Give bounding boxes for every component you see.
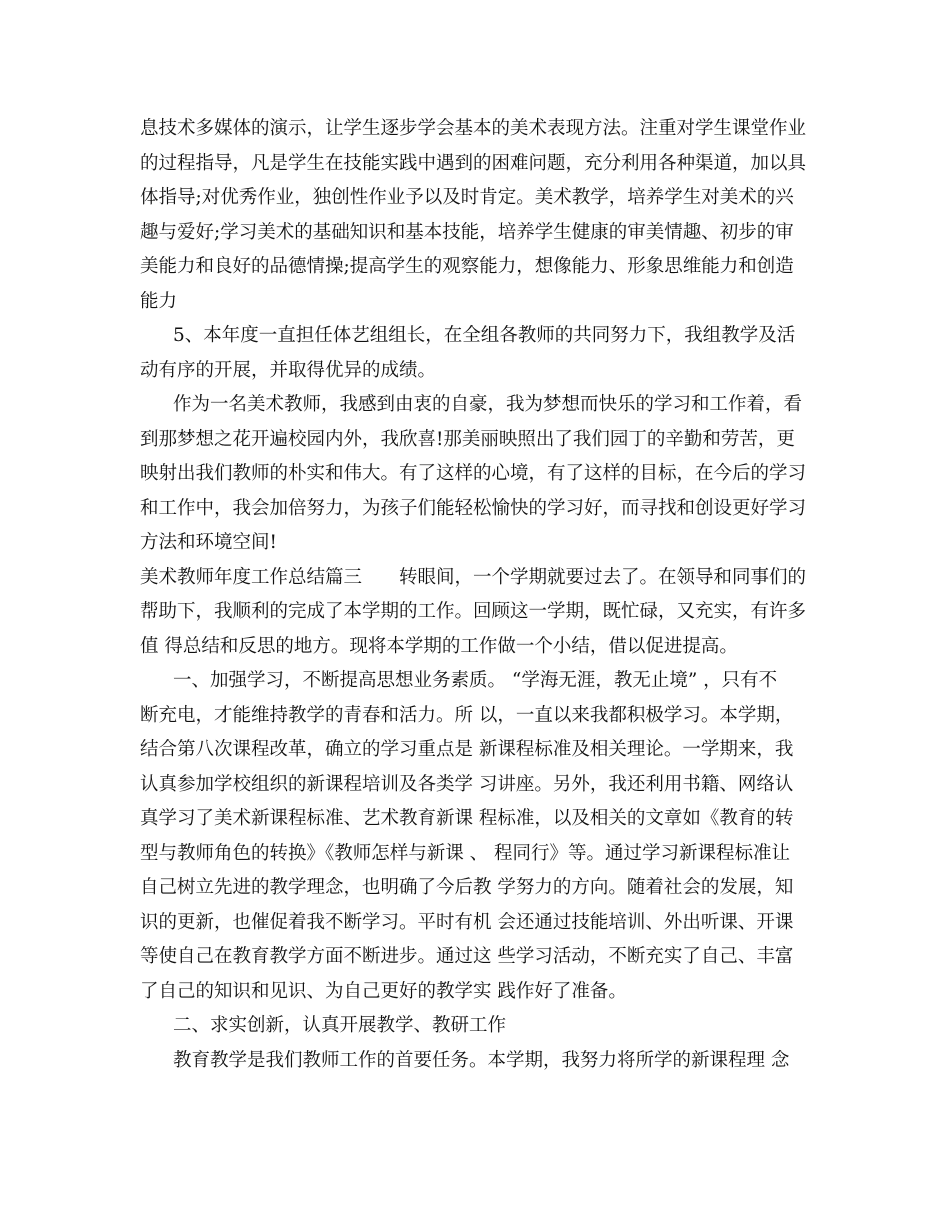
text-line: 趣与爱好;学习美术的基础知识和基本技能，培养学生健康的审美情趣、初步的审 (140, 221, 794, 243)
text-line: 真学习了美术新课程标准、艺术教育新课 程标准，以及相关的文章如《教育的转 (140, 808, 794, 829)
section-heading-line: 美术教师年度工作总结篇三 转眼间，一个学期就要过去了。在领导和同事们的 (140, 566, 807, 588)
text-line: 体指导;对优秀作业，独创性作业予以及时肯定。美术教学，培养学生对美术的兴 (140, 187, 794, 208)
text-line: 一、加强学习，不断提高思想业务素质。 “学海无涯，教无止境” ，只有不 (173, 670, 778, 691)
text-line: 动有序的开展，并取得优异的成绩。 (140, 359, 437, 381)
text-line: 认真参加学校组织的新课程培训及各类学 习讲座。另外，我还利用书籍、网络认 (140, 773, 794, 795)
text-line: 断充电，才能维持教学的青春和活力。所 以，一直以来我都积极学习。本学期， (140, 704, 794, 726)
text-line: 美能力和良好的品德情操;提高学生的观察能力，想像能力、形象思维能力和创造 (140, 256, 794, 277)
text-line: 映射出我们教师的朴实和伟大。有了这样的心境，有了这样的目标，在今后的学习 (140, 463, 807, 484)
text-line: 等使自己在教育教学方面不断进步。通过这 些学习活动，不断充实了自己、丰富 (140, 946, 794, 967)
text-line: 识的更新，也催促着我不断学习。平时有机 会还通过技能培训、外出听课、开课 (140, 911, 794, 933)
text-line: 的过程指导，凡是学生在技能实践中遇到的困难问题，充分利用各种渠道，加以具 (140, 152, 807, 174)
text-line: 方法和环境空间! (140, 532, 277, 553)
text-line: 能力 (140, 290, 178, 312)
text-line: 了自己的知识和见识、为自己更好的教学实 践作好了准备。 (140, 980, 627, 1002)
text-line: 帮助下，我顺利的完成了本学期的工作。回顾这一学期，既忙碌，又充实，有许多 (140, 601, 807, 622)
text-line: 自己树立先进的教学理念，也明确了今后教 学努力的方向。随着社会的发展，知 (140, 877, 794, 898)
document-page (140, 112, 820, 1078)
text-line: 息技术多媒体的演示，让学生逐步学会基本的美术表现方法。注重对学生课堂作业 (140, 118, 807, 139)
text-line: 作为一名美术教师，我感到由衷的自豪，我为梦想而快乐的学习和工作着，看 (173, 394, 803, 415)
text-line: 值 得总结和反思的地方。现将本学期的工作做一个小结，借以促进提高。 (140, 635, 738, 657)
text-line: 到那梦想之花开遍校园内外，我欣喜!那美丽映照出了我们园丁的辛勤和劳苦，更 (140, 428, 795, 450)
text-line: 和工作中，我会加倍努力，为孩子们能轻松愉快的学习好，而寻找和创设更好学习 (140, 497, 807, 519)
text-line: 结合第八次课程改革，确立的学习重点是 新课程标准及相关理论。一学期来，我 (140, 739, 794, 760)
text-line: 教育教学是我们教师工作的首要任务。本学期，我努力将所学的新课程理 念 (173, 1049, 790, 1071)
text-line: 型与教师角色的转换》《教师怎样与新课 、 程同行》等。通过学习新课程标准让 (140, 842, 791, 864)
text-line: 二、求实创新，认真开展教学、教研工作 (173, 1015, 507, 1036)
text-line: 5、本年度一直担任体艺组组长，在全组各教师的共同努力下，我组教学及活 (173, 325, 796, 346)
